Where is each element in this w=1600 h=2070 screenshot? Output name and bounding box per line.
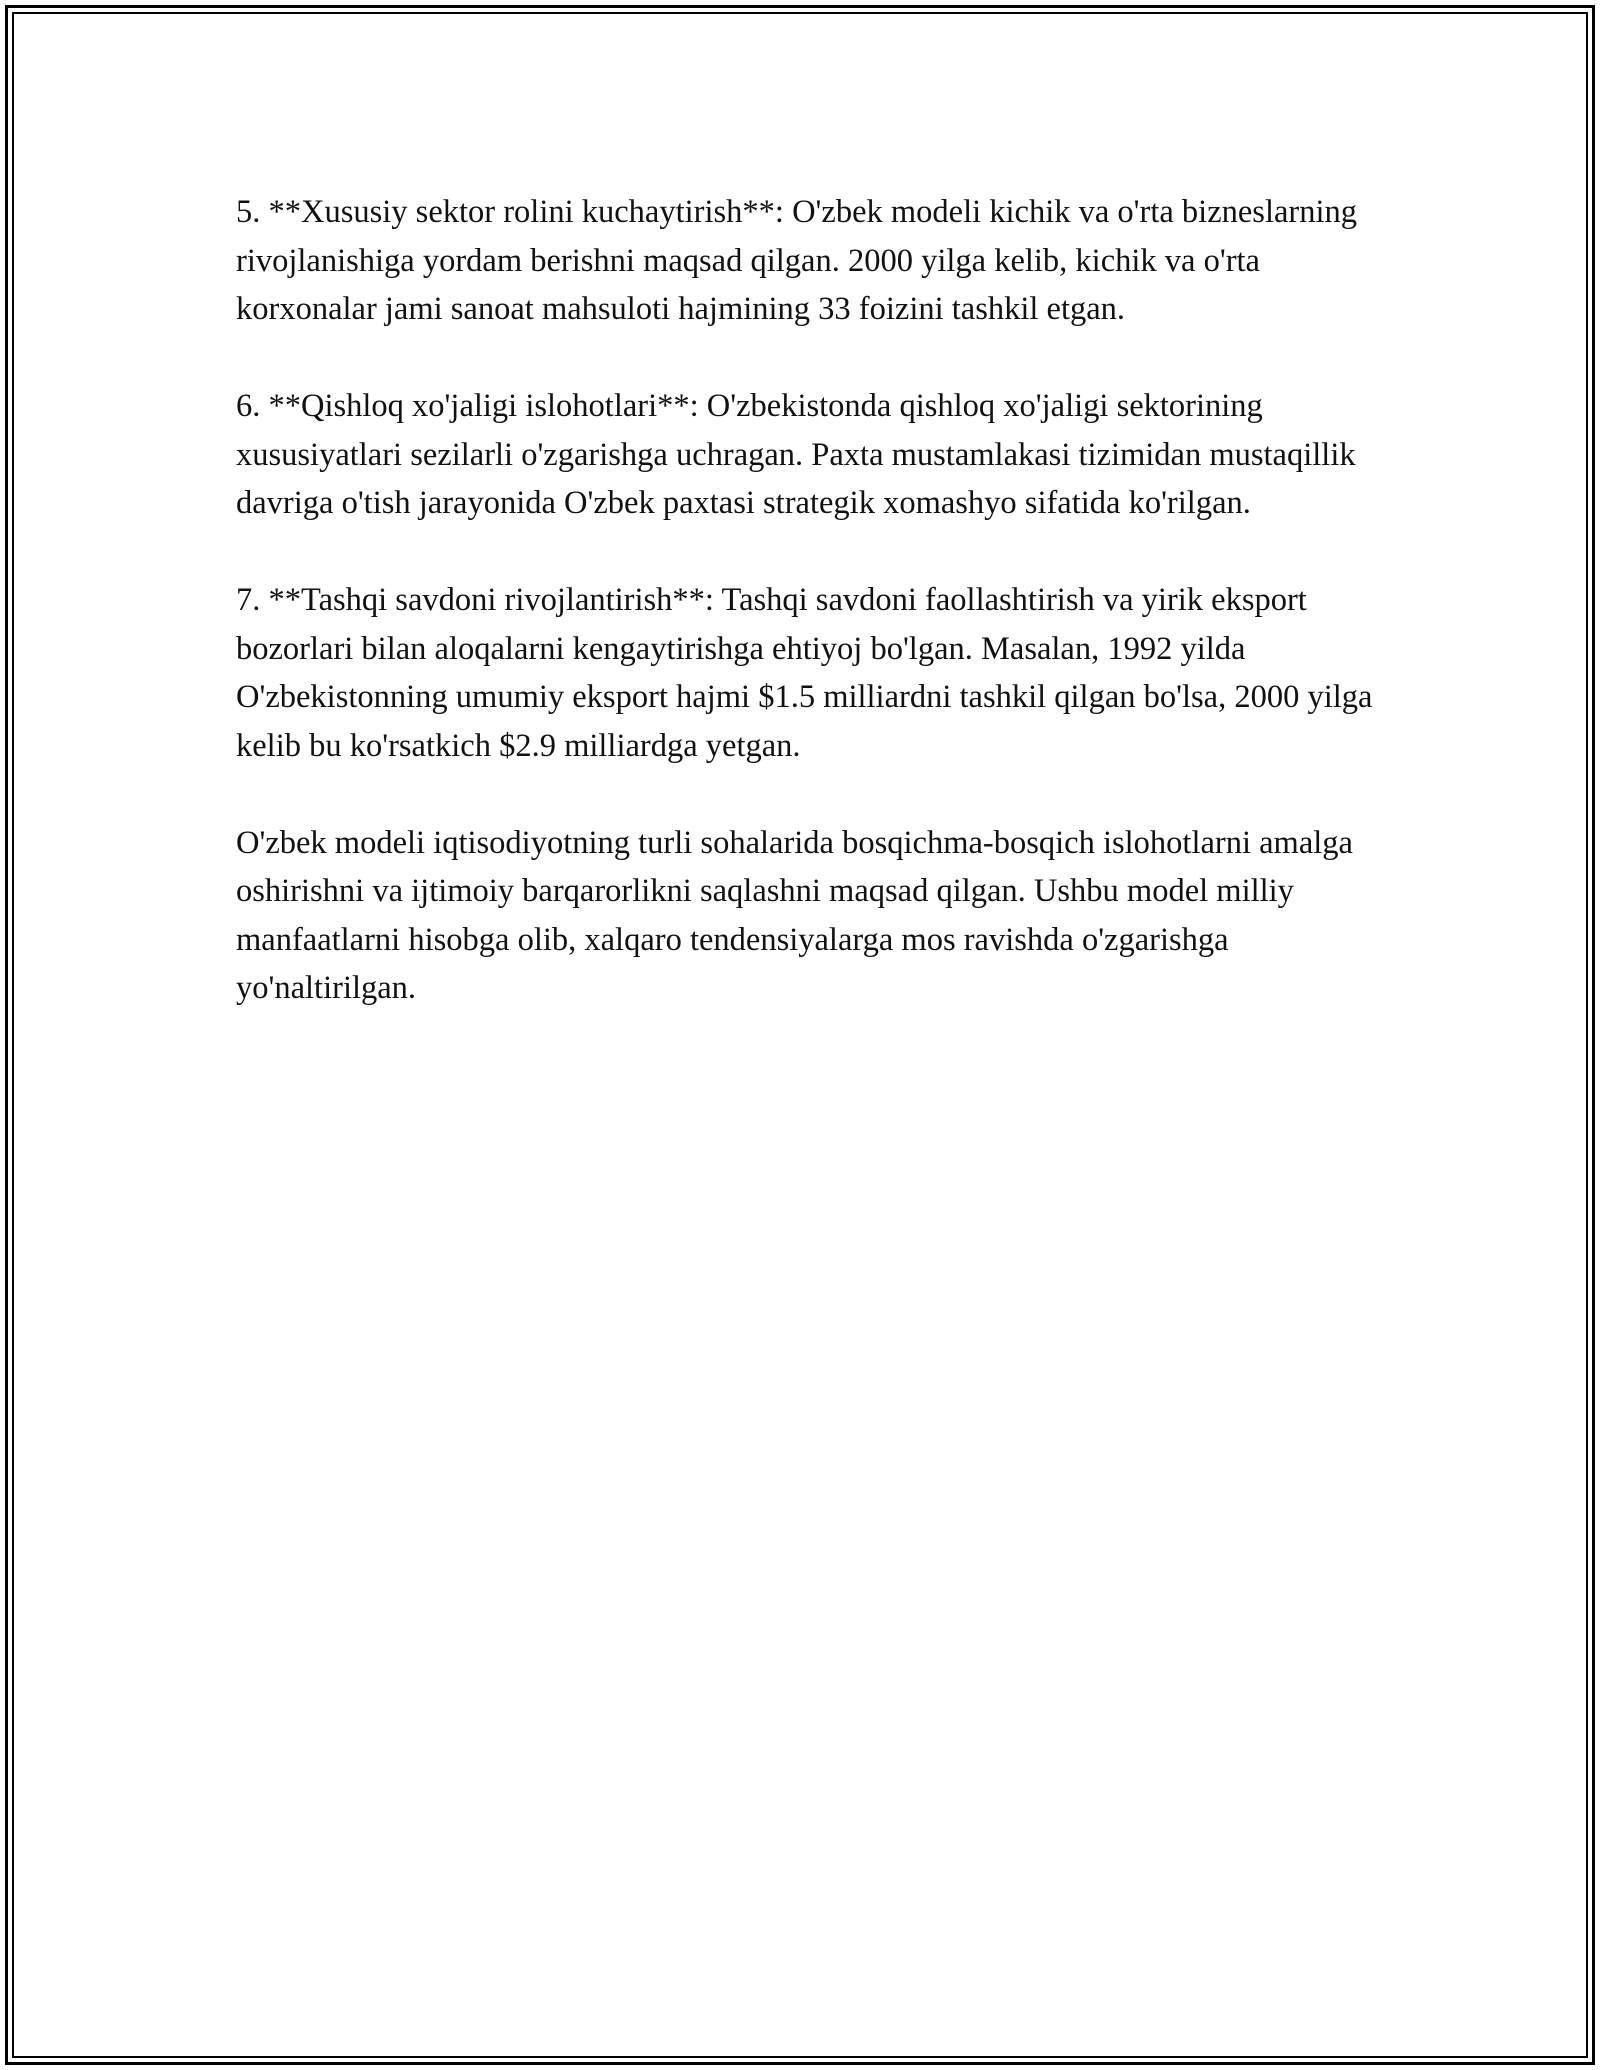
paragraph-agriculture-reforms: 6. **Qishloq xo'jaligi islohotlari**: O'zbekistonda qishloq xo'jaligi sektorining xususiyatlari sezilarli o'zgarishga uchragan. Paxta mustamlakasi tizimidan mustaqillik davriga o'tish jarayonida O'zbek paxtasi strategik xomashyo sifatida ko'rilgan. [236, 388, 1356, 521]
paragraph-foreign-trade: 7. **Tashqi savdoni rivojlantirish**: Tashqi savdoni faollashtirish va yirik eksport bozorlari bilan aloqalarni kengaytirishga ehtiyoj bo'lgan. Masalan, 1992 yilda O'zbekistonning umumiy eksport hajmi $1.5 milliardni tashkil qilgan bo'lsa, 2000 yilga kelib bu ko'rsatkich $2.9 milliardga yetgan. [236, 582, 1373, 764]
paragraph-private-sector: 5. **Xususiy sektor rolini kuchaytirish**: O'zbek modeli kichik va o'rta bizneslarning rivojlanishiga yordam berishni maqsad qilgan. 2000 yilga kelib, kichik va o'rta korxonalar jami sanoat mahsuloti hajmining 33 foizini tashkil etgan. [236, 194, 1358, 327]
paragraph-conclusion: O'zbek modeli iqtisodiyotning turli sohalarida bosqichma-bosqich islohotlarni amalga oshirishni va ijtimoiy barqarorlikni saqlashni maqsad qilgan. Ushbu model milliy manfaatlarni hisobga olib, xalqaro tendensiyalarga mos ravishda o'zgarishga yo'naltirilgan. [236, 824, 1353, 1006]
document-body [236, 188, 1386, 1061]
